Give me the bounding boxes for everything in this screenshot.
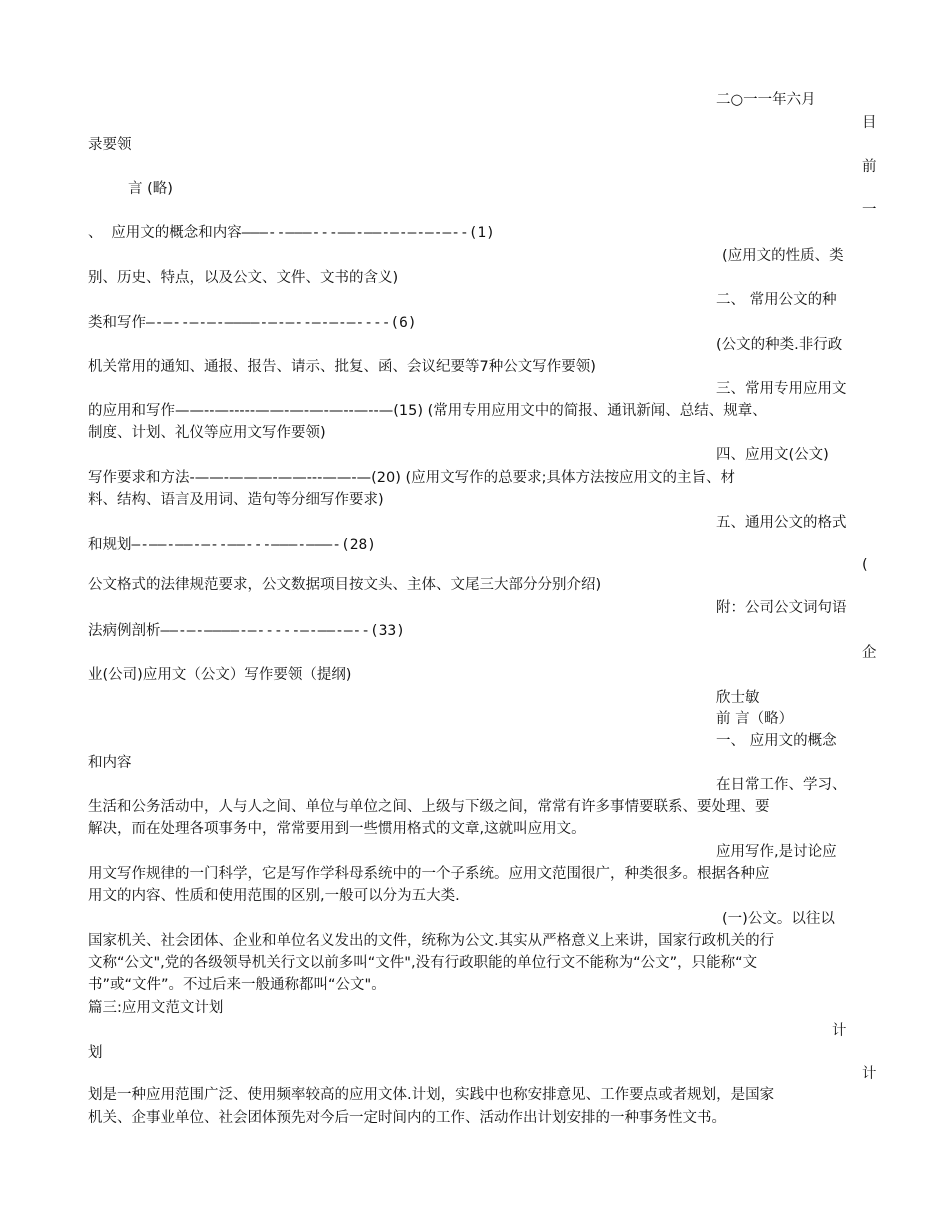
toc-item-5-desc: ( — [862, 557, 868, 573]
toc-item-number: 一 — [862, 202, 877, 218]
toc-item-5-desc: 公文格式的法律规范要求，公文数据项目按文头、主体、文尾三大部分分别介绍) — [88, 577, 602, 593]
preface-heading: 前 言（略） — [716, 711, 794, 727]
paragraph-1: 在日常工作、学习、 — [716, 777, 847, 793]
toc-item-3: 三、常用专用应用文 — [716, 381, 847, 397]
toc-title-fragment: 录要领 — [88, 137, 132, 153]
toc-item-5: 五、通用公文的格式 — [716, 515, 847, 531]
paragraph-2: 用文的内容、性质和使用范围的区别,一般可以分为五大类. — [88, 888, 460, 904]
section-heading: 篇三:应用文范文计划 — [88, 1000, 224, 1016]
paragraph-3: 国家机关、社会团体、企业和单位名义发出的文件，统称为公文.其实从严格意义上来讲，国家行政机关的行 — [88, 933, 775, 949]
paragraph-3: (一)公文。以往以 — [722, 911, 835, 927]
paragraph-1: 生活和公务活动中，人与人之间、单位与单位之间、上级与下级之间，常常有许多事情要联系、要处理、要 — [88, 799, 770, 815]
toc-item-2-desc: 机关常用的通知、通报、报告、请示、批复、函、会议纪要等7种公文写作要领) — [88, 359, 596, 375]
toc-item-3-desc: 制度、计划、礼仪等应用文写作要领) — [88, 425, 326, 441]
toc-appendix: 附：公司公文词句语 — [716, 600, 847, 616]
section-title-fragment: 企 — [862, 645, 877, 661]
plan-title-fragment: 计 — [832, 1023, 847, 1039]
plan-title-fragment: 划 — [88, 1045, 103, 1061]
paragraph-2: 应用写作,是讨论应 — [716, 844, 837, 860]
plan-paragraph: 机关、企事业单位、社会团体预先对今后一定时间内的工作、活动作出计划安排的一种事务性文书。 — [88, 1110, 726, 1126]
date-line: 二○一一年六月 — [716, 92, 816, 108]
toc-appendix: 法病例剖析——-—-————-—-----—-——-—--(33) — [88, 623, 405, 639]
toc-preface-fragment: 言 (略) — [128, 181, 173, 197]
heading-1: 一、 应用文的概念 — [716, 733, 837, 749]
toc-item-1: 、 应用文的概念和内容———--———---——-——-—-—-—-—--(1) — [88, 225, 495, 241]
toc-item-4: 四、应用文(公文) — [716, 447, 829, 463]
paragraph-2: 用文写作规律的一门科学，它是写作学科母系统中的一个子系统。应用文范围很广，种类很多。根据各种应 — [88, 866, 770, 882]
heading-1: 和内容 — [88, 755, 132, 771]
toc-item-5: 和规划—-——-——-—--——---———-———-(28) — [88, 537, 376, 553]
paragraph-3: 文称“公文",党的各级领导机关行文以前多叫“文件",没有行政职能的单位行文不能称为“公文”，只能称“文 — [88, 955, 758, 971]
section-title: 业(公司)应用文（公文）写作要领（提纲) — [88, 667, 352, 683]
plan-paragraph: 划是一种应用范围广泛、使用频率较高的应用文体.计划，实践中也称安排意见、工作要点或者规划，是国家 — [88, 1087, 775, 1103]
toc-title-fragment: 目 — [862, 115, 877, 131]
toc-item-2-desc: (公文的种类.非行政 — [716, 337, 843, 353]
toc-item-2: 二、 常用公文的种 — [716, 292, 837, 308]
toc-item-4: 写作要求和方法-——-———-——---——-—(20) (应用文写作的总要求;具体方法按应用文的主旨、材 — [88, 470, 736, 486]
author: 欣士敏 — [716, 690, 760, 706]
toc-item-1-desc: (应用文的性质、类 — [722, 248, 844, 264]
toc-preface-fragment: 前 — [862, 159, 877, 175]
toc-item-4-desc: 料、结构、语言及用词、造句等分细写作要求) — [88, 492, 384, 508]
plan-paragraph-start: 计 — [862, 1066, 877, 1082]
paragraph-3: 书”或“文件”。不过后来一般通称都叫“公文"。 — [88, 977, 386, 993]
toc-item-3: 的应用和写作——--—-----——-—-—-—--—--—(15) (常用专用应用文中的简报、通讯新闻、总结、规章、 — [88, 403, 767, 419]
paragraph-1: 解决，而在处理各项事务中，常常要用到一些惯用格式的文章,这就叫应用文。 — [88, 821, 586, 837]
toc-item-2: 类和写作—-—--—-—-————-—-—--—-—-—----(6) — [88, 315, 417, 331]
toc-item-1-desc: 别、历史、特点，以及公文、文件、文书的含义) — [88, 270, 399, 286]
